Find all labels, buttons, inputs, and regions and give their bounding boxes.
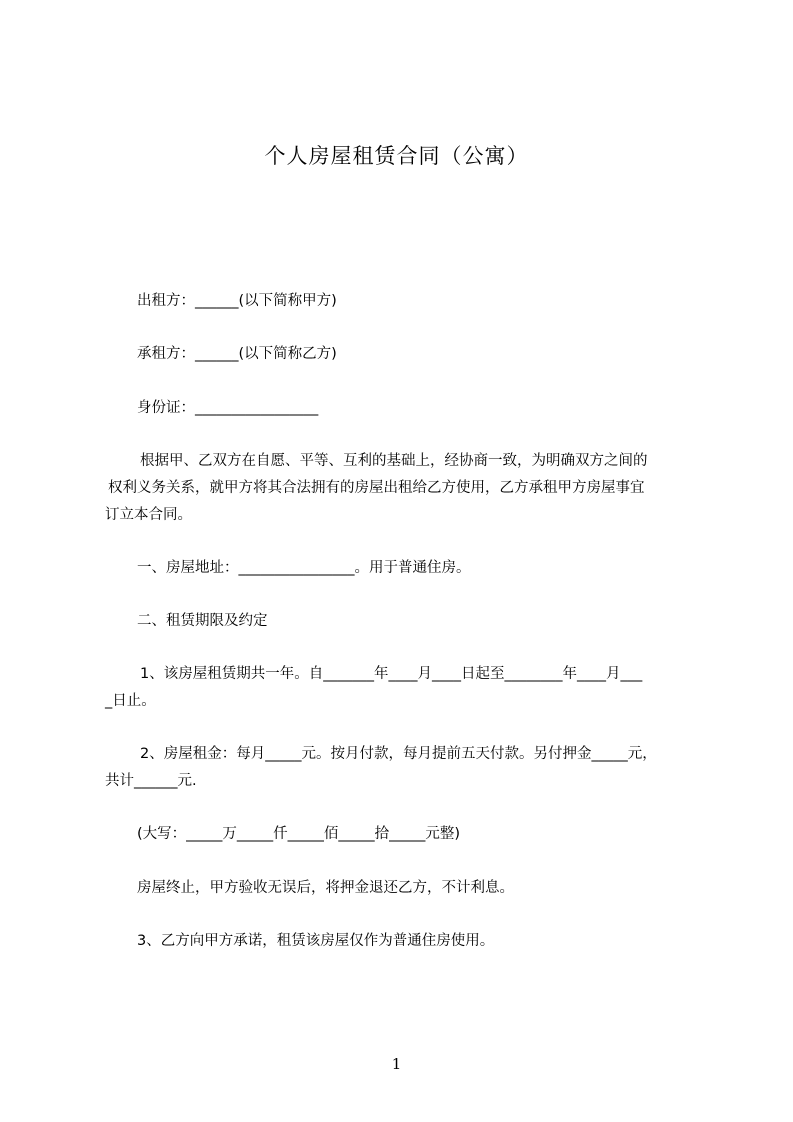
item-lease-period-line-2: _日止。 [105, 693, 156, 709]
deposit-return-line: 房屋终止，甲方验收无误后，将押金退还乙方，不计利息。 [137, 880, 514, 896]
lessee-line: 承租方：______(以下简称乙方) [137, 346, 337, 362]
intro-paragraph-line-3: 订立本合同。 [105, 507, 192, 523]
item-lease-period-line-1: 1、该房屋租赁期共一年。自_______年____月____日起至________年____月___ [140, 666, 643, 682]
section-house-address: 一、房屋地址：________________。用于普通住房。 [137, 560, 471, 576]
item-rent-line-1: 2、房屋租金：每月_____元。按月付款，每月提前五天付款。另付押金_____元， [140, 746, 657, 762]
document-title: 个人房屋租赁合同（公寓） [264, 144, 529, 168]
intro-paragraph-line-1: 根据甲、乙双方在自愿、平等、互利的基础上，经协商一致，为明确双方之间的 [140, 453, 648, 469]
intro-paragraph-line-2: 权利义务关系，就甲方将其合法拥有的房屋出租给乙方使用，乙方承租甲方房屋事宜 [108, 480, 645, 496]
lessor-line: 出租方：______(以下简称甲方) [137, 293, 337, 309]
id-card-line: 身份证：_________________ [137, 400, 319, 416]
section-lease-term-heading: 二、租赁期限及约定 [137, 613, 268, 629]
item-rent-line-2: 共计______元. [105, 773, 197, 789]
page-number: 1 [391, 1055, 402, 1073]
item-usage-promise: 3、乙方向甲方承诺，租赁该房屋仅作为普通住房使用。 [137, 933, 495, 949]
capital-amount-line: (大写：_____万_____仟_____佰_____拾_____元整) [137, 826, 461, 842]
